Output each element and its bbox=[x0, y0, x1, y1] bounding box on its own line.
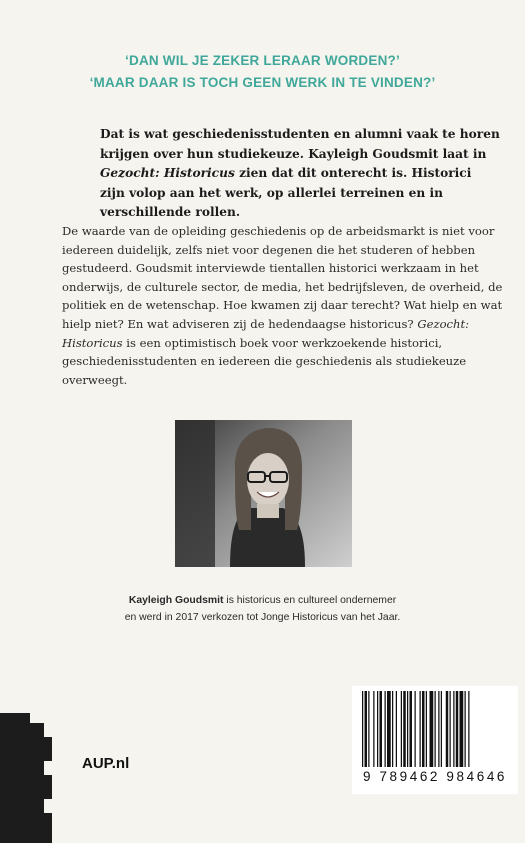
lead-paragraph bbox=[100, 125, 500, 223]
barcode-bar bbox=[420, 691, 421, 767]
barcode-bar bbox=[407, 691, 408, 767]
barcode-bar bbox=[415, 691, 416, 767]
publisher-notch-mark bbox=[0, 713, 52, 843]
lead-text-2: zien dat dit onterecht is. Historici zijn volop aan het werk, op allerlei terreinen en in verschillende rollen. bbox=[100, 166, 472, 219]
barcode-bar bbox=[422, 691, 425, 767]
author-bio-2: en werd in 2017 verkozen tot Jonge Historicus van het Jaar. bbox=[124, 612, 401, 623]
barcode-bar bbox=[387, 691, 391, 767]
publisher-logo: AUP.nl bbox=[82, 755, 130, 772]
barcode-bar bbox=[368, 691, 369, 767]
barcode-bar bbox=[377, 691, 378, 767]
barcode-bar bbox=[426, 691, 427, 767]
barcode-bar bbox=[362, 691, 363, 767]
cover-quotes bbox=[0, 50, 525, 94]
author-photo bbox=[175, 420, 352, 567]
barcode-bar bbox=[460, 691, 464, 767]
lead-book-title: Gezocht: Historicus bbox=[100, 166, 235, 180]
barcode-bar bbox=[385, 691, 386, 767]
barcode-bar bbox=[410, 691, 413, 767]
body-paragraph bbox=[62, 222, 504, 389]
barcode-bar bbox=[396, 691, 397, 767]
barcode-bar bbox=[456, 691, 459, 767]
barcode-bar bbox=[401, 691, 402, 767]
barcode-bar bbox=[441, 691, 442, 767]
author-caption bbox=[0, 592, 525, 626]
barcode-bar bbox=[373, 691, 374, 767]
author-name: Kayleigh Goudsmit bbox=[128, 595, 224, 606]
body-text-2: is een optimistisch boek voor werkzoekende historici, geschiedenisstudenten en iedereen die geschiedenis als studiekeuze overweegt. bbox=[62, 335, 467, 387]
barcode-bar bbox=[392, 691, 393, 767]
isbn-number: 9 789462 984646 bbox=[362, 769, 508, 784]
barcode-bar bbox=[446, 691, 449, 767]
barcode-bar bbox=[435, 691, 436, 767]
body-book-title: Gezocht: Historicus bbox=[62, 316, 470, 350]
barcode-bar bbox=[438, 691, 439, 767]
author-bio-1: is historicus en cultureel ondernemer bbox=[223, 595, 397, 606]
barcode-bar bbox=[430, 691, 434, 767]
barcode-bar bbox=[450, 691, 451, 767]
body-text-1: De waarde van de opleiding geschiedenis op de arbeidsmarkt is niet voor iedereen duidelijk, zelfs niet voor degenen die het studeren of hebben gestudeerd. Goudsmit interviewde tientallen historici werkzaam in het onderwijs, de culturele sector, de media, het bedrijfsleven, de overheid, de politiek en de wetenschap. Hoe kwamen zij daar terecht? Wat hielp en wat hielp niet? En wat adviseren zij de hedendaagse historicus? bbox=[62, 224, 503, 331]
lead-text-1: Dat is wat geschiedenisstudenten en alumni vaak te horen krijgen over hun studiekeuze. Kayleigh Goudsmit laat in bbox=[100, 127, 500, 161]
barcode-bar bbox=[453, 691, 454, 767]
barcode-bar bbox=[365, 691, 368, 767]
quote-line-2: ‘MAAR DAAR IS TOCH GEEN WERK IN TE VINDEN?’ bbox=[89, 75, 436, 90]
barcode-bars bbox=[362, 691, 508, 767]
barcode-bar bbox=[380, 691, 383, 767]
barcode-bar bbox=[403, 691, 406, 767]
quote-line-1: ‘DAN WIL JE ZEKER LERAAR WORDEN?’ bbox=[125, 53, 400, 68]
barcode-bar bbox=[465, 691, 466, 767]
isbn-barcode bbox=[352, 686, 518, 794]
barcode-bar bbox=[468, 691, 469, 767]
